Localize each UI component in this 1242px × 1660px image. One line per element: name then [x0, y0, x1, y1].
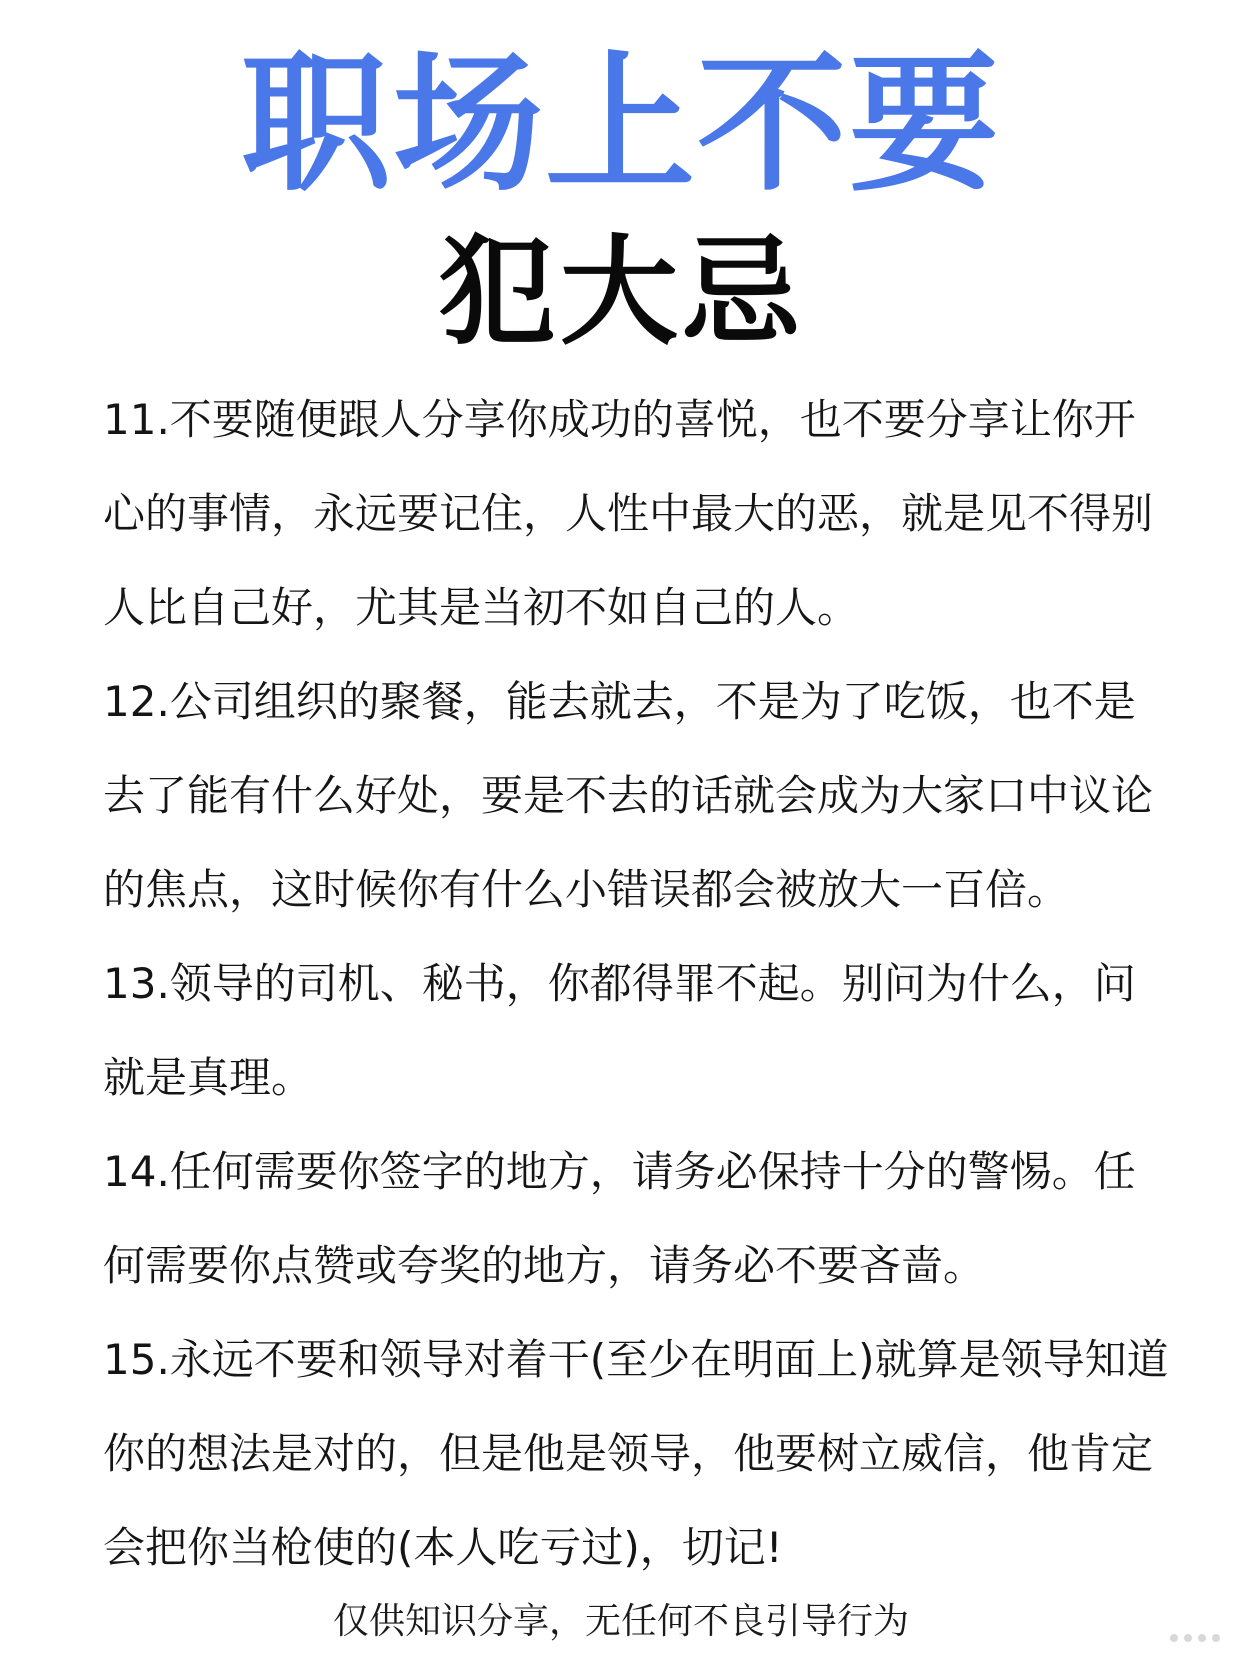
watermark-dots-icon [1170, 1634, 1220, 1642]
tip-item-12: 12.公司组织的聚餐，能去就去，不是为了吃饭，也不是去了能有什么好处，要是不去的话就会成为大家口中议论的焦点，这时候你有什么小错误都会被放大一百倍。 [103, 677, 1154, 914]
tips-list [103, 373, 1173, 1595]
disclaimer-footer: 仅供知识分享，无任何不良引导行为 [332, 1601, 909, 1642]
title-sub: 犯大忌 [437, 223, 804, 361]
title-main: 职场上不要 [240, 38, 1001, 212]
tip-item-14: 14.任何需要你签字的地方，请务必保持十分的警惕。任何需要你点赞或夸奖的地方，请务必不要吝啬。 [103, 1147, 1136, 1290]
tip-item-11: 11.不要随便跟人分享你成功的喜悦，也不要分享让你开心的事情，永远要记住，人性中最大的恶，就是见不得别人比自己好，尤其是当初不如自己的人。 [103, 395, 1154, 632]
tip-item-13: 13.领导的司机、秘书，你都得罪不起。别问为什么，问就是真理。 [103, 959, 1136, 1102]
tip-item-15: 15.永远不要和领导对着干(至少在明面上)就算是领导知道你的想法是对的，但是他是领导，他要树立威信，他肯定会把你当枪使的(本人吃亏过)，切记! [103, 1335, 1169, 1572]
